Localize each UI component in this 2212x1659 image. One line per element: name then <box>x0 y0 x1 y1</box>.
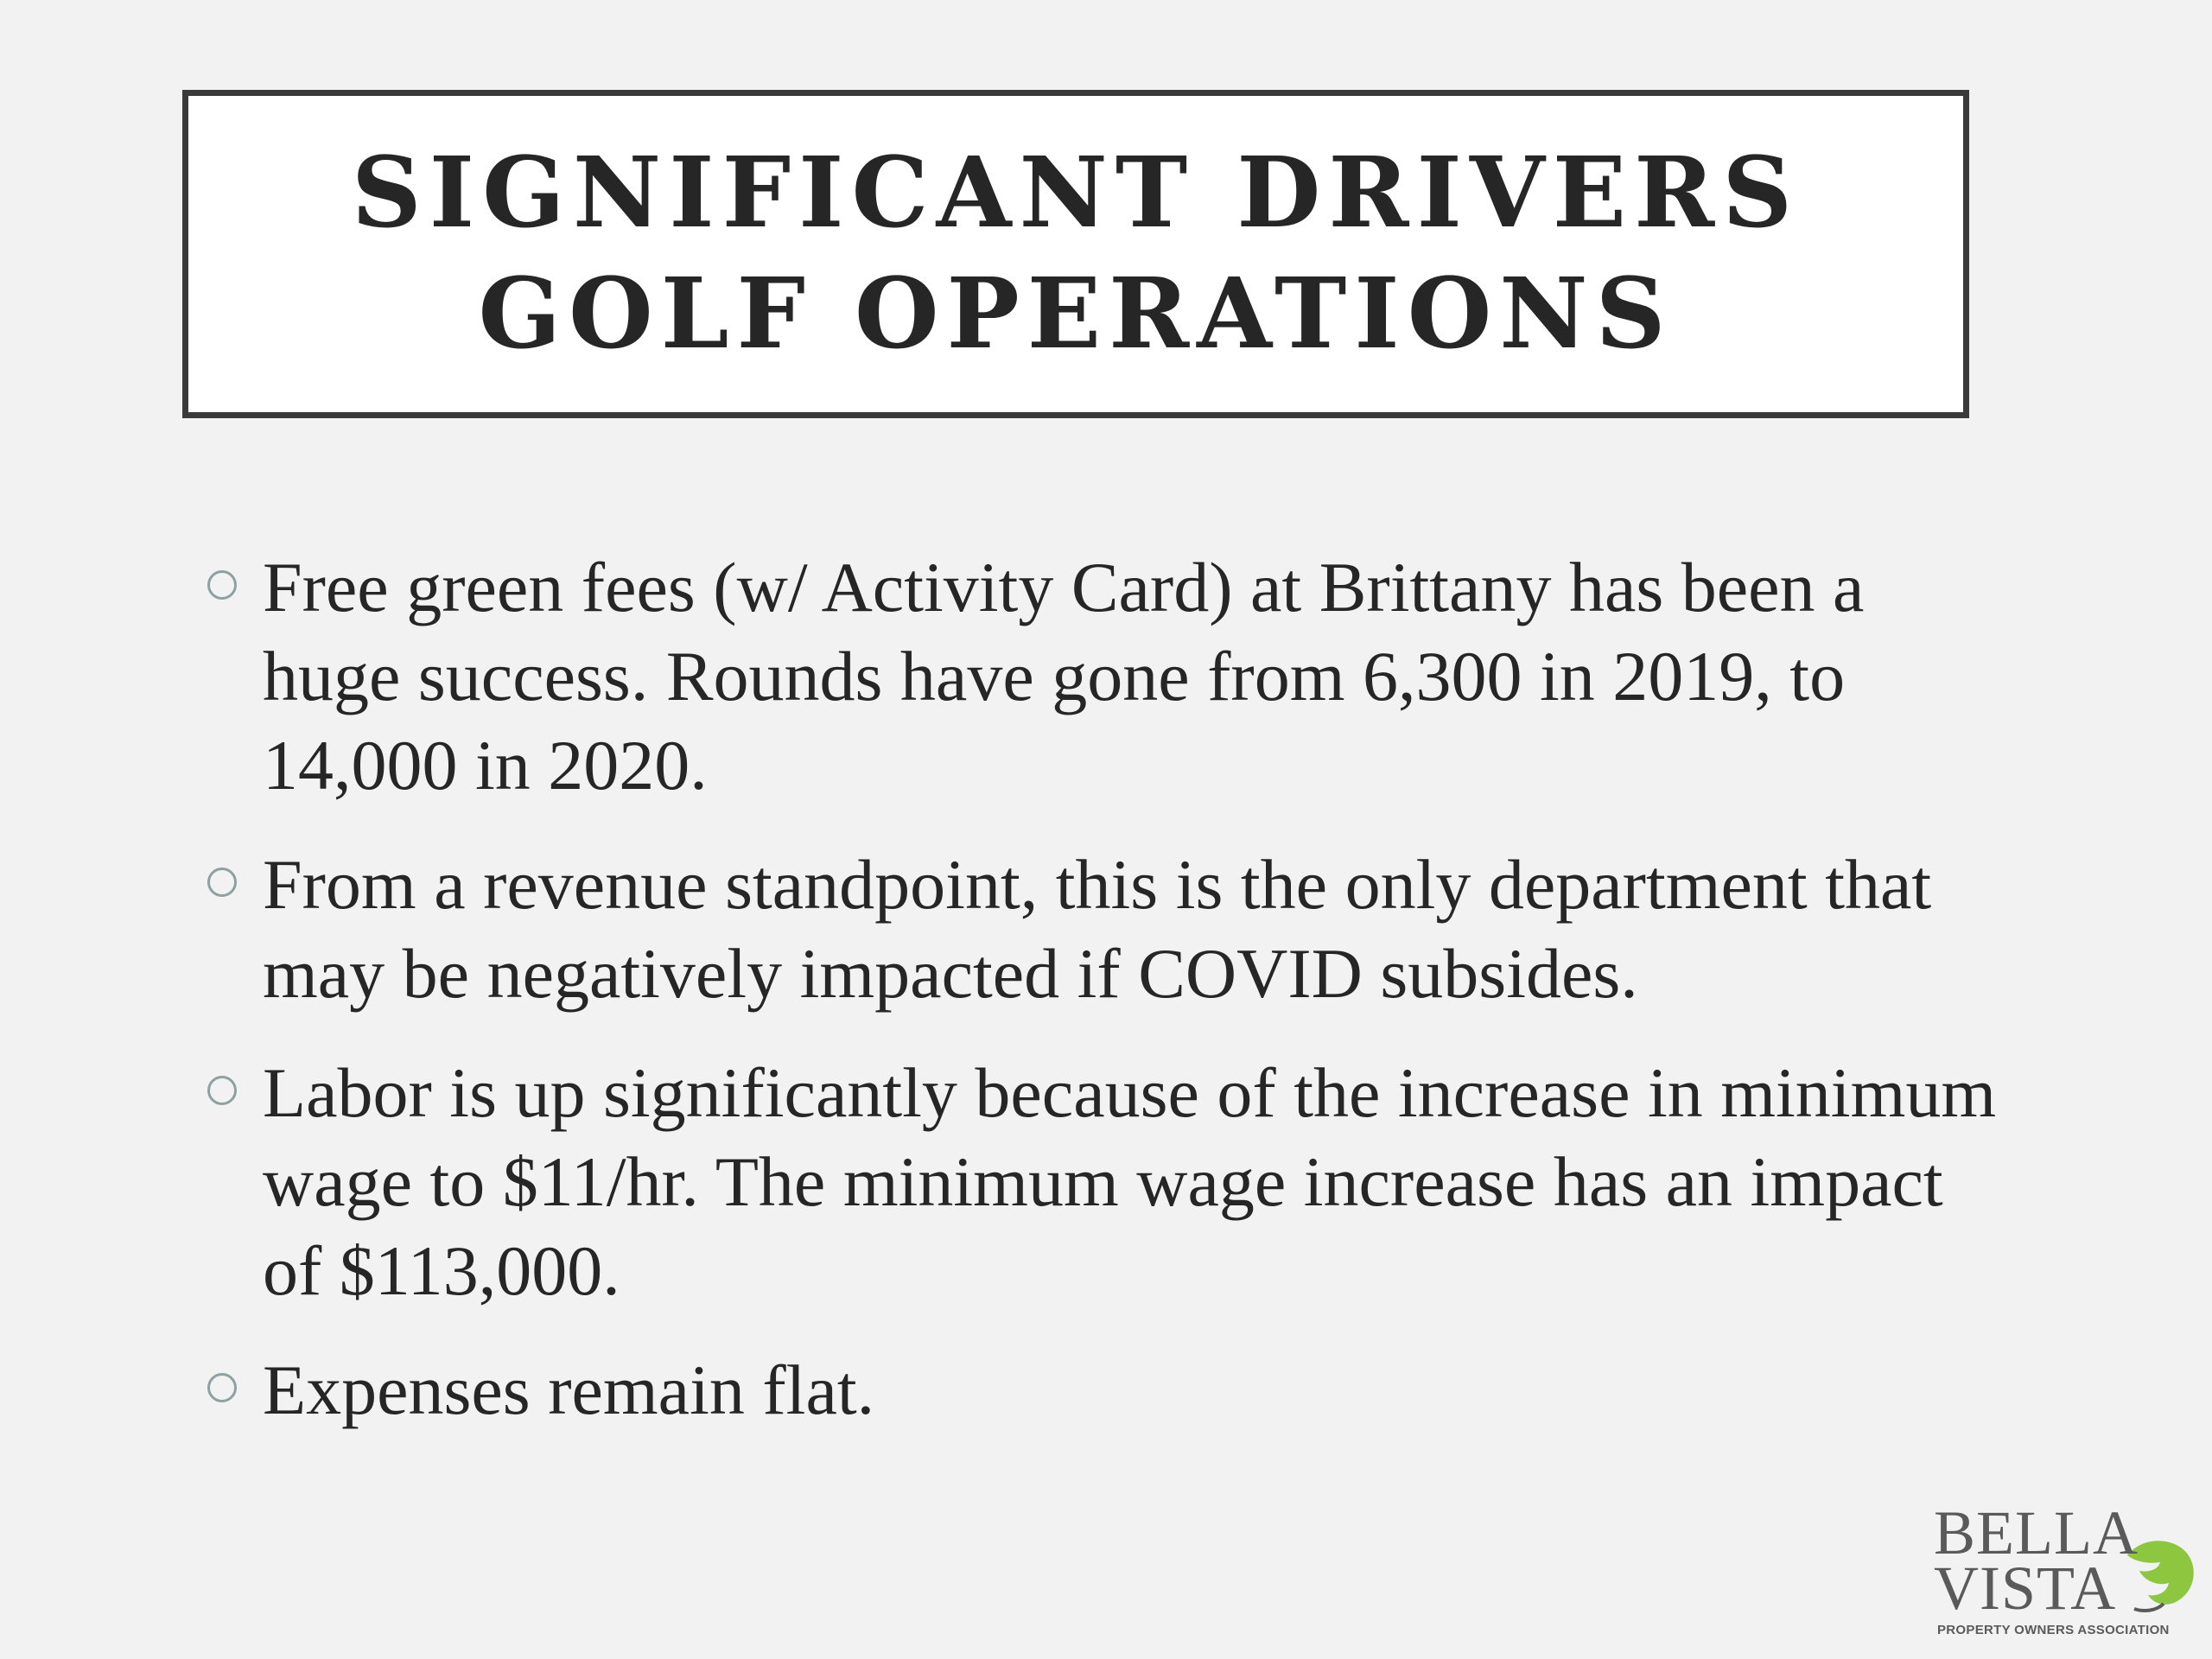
bullet-item <box>207 543 2005 810</box>
slide-title-line-1: SIGNIFICANT DRIVERS <box>351 137 1801 250</box>
bullet-text: From a revenue standpoint, this is the only department that may be negatively impacted if COVID subsides. <box>263 845 1932 1013</box>
logo-text-bella: BELLA <box>1934 1498 2139 1567</box>
bullet-text: Free green fees (w/ Activity Card) at Brittany has been a huge success. Rounds have gone from 6,300 in 2019, to 14,000 in 2020. <box>263 548 1865 804</box>
logo-tagline: PROPERTY OWNERS ASSOCIATION <box>1937 1623 2170 1637</box>
hollow-circle-bullet-icon <box>207 570 237 600</box>
bullet-list <box>207 543 2005 1465</box>
bullet-item <box>207 1048 2005 1315</box>
hollow-circle-bullet-icon <box>207 1373 237 1402</box>
bullet-item <box>207 840 2005 1018</box>
bullet-item <box>207 1345 2005 1434</box>
hollow-circle-bullet-icon <box>207 1076 237 1105</box>
bullet-text: Expenses remain flat. <box>263 1351 875 1429</box>
bullet-text: Labor is up significantly because of the increase in minimum wage to $11/hr. The minimum wage increase has an impact of $113,000. <box>263 1053 1997 1310</box>
slide-title-box <box>182 90 1969 418</box>
slide-title-line-2: GOLF OPERATIONS <box>478 257 1674 371</box>
bella-vista-logo <box>1929 1495 2205 1642</box>
hollow-circle-bullet-icon <box>207 868 237 897</box>
logo-text-vista: VISTA <box>1934 1554 2117 1623</box>
